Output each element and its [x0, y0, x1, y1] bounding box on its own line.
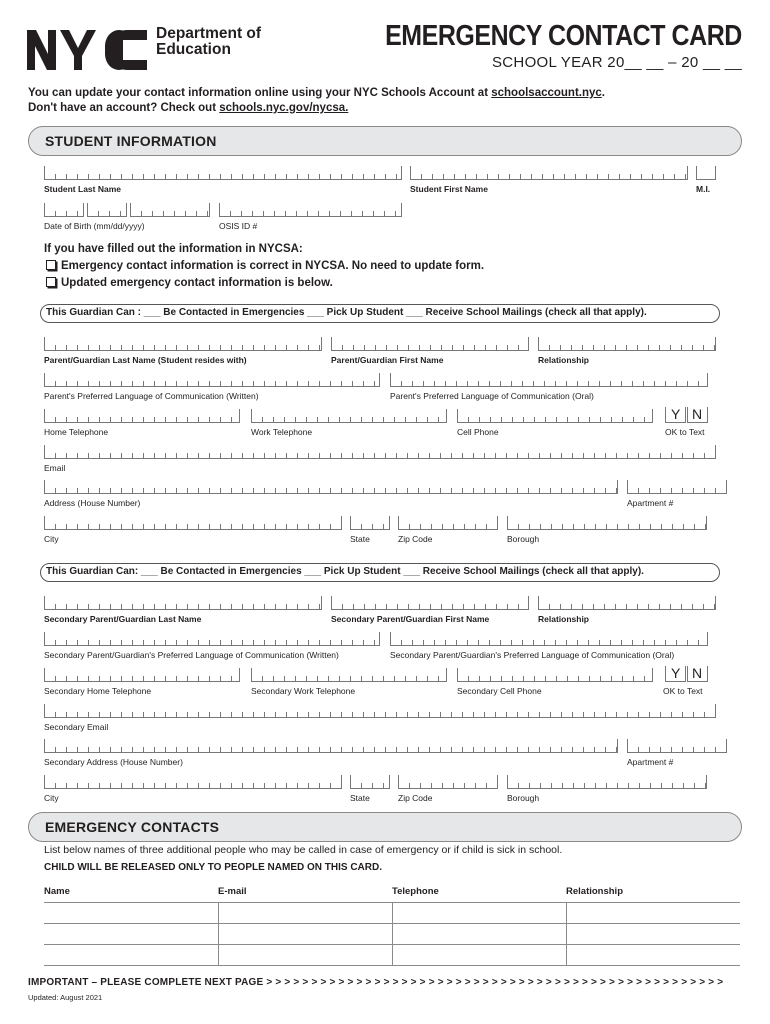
g1-city-field[interactable]	[44, 516, 342, 530]
g2-email-label: Secondary Email	[44, 722, 109, 732]
g1-email-label: Email	[44, 463, 66, 473]
g2-cell-field[interactable]	[457, 668, 653, 682]
emergency-contacts-table	[44, 902, 740, 966]
g2-borough-field[interactable]	[507, 775, 707, 789]
g2-last-name-field[interactable]	[44, 596, 322, 610]
schoolsaccount-link[interactable]: schoolsaccount.nyc	[491, 87, 602, 99]
g1-apt-label: Apartment #	[627, 498, 674, 508]
student-mi-label: M.I.	[696, 184, 711, 194]
g2-address-field[interactable]	[44, 739, 618, 753]
table-row	[44, 945, 740, 966]
dob-year-field[interactable]	[130, 203, 210, 217]
option-correct[interactable]: Emergency contact information is correct in NYCSA. No need to update form.	[46, 258, 484, 274]
g2-zip-label: Zip Code	[398, 793, 433, 803]
col-name: Name	[44, 886, 70, 897]
g1-ok-text-label: OK to Text	[665, 427, 705, 437]
g1-first-name-field[interactable]	[331, 337, 529, 351]
g2-first-name-label: Secondary Parent/Guardian First Name	[331, 614, 490, 624]
updated-date: Updated: August 2021	[28, 993, 103, 1002]
nycsa-link[interactable]: schools.nyc.gov/nycsa.	[219, 102, 349, 114]
g1-state-field[interactable]	[350, 516, 390, 530]
g2-zip-field[interactable]	[398, 775, 498, 789]
g2-first-name-field[interactable]	[331, 596, 529, 610]
osis-field[interactable]	[219, 203, 402, 217]
g1-lang-oral-field[interactable]	[390, 373, 708, 387]
col-email: E-mail	[218, 886, 247, 897]
col-telephone: Telephone	[392, 886, 439, 897]
g2-ok-text-label: OK to Text	[663, 686, 703, 696]
g2-apt-field[interactable]	[627, 739, 727, 753]
g2-home-tel-label: Secondary Home Telephone	[44, 686, 152, 696]
g1-relationship-field[interactable]	[538, 337, 716, 351]
g2-email-field[interactable]	[44, 704, 716, 718]
g2-city-field[interactable]	[44, 775, 342, 789]
g2-lang-oral-label: Secondary Parent/Guardian's Preferred Language of Communication (Oral)	[390, 650, 675, 660]
g1-apt-field[interactable]	[627, 480, 727, 494]
g1-work-tel-label: Work Telephone	[251, 427, 313, 437]
col-relationship: Relationship	[566, 886, 624, 897]
g1-lang-oral-label: Parent's Preferred Language of Communication (Oral)	[390, 391, 594, 401]
g2-state-label: State	[350, 793, 370, 803]
option-updated[interactable]: Updated emergency contact information is below.	[46, 275, 333, 291]
g1-city-label: City	[44, 534, 59, 544]
g1-lang-written-label: Parent's Preferred Language of Communication (Written)	[44, 391, 259, 401]
g1-lang-written-field[interactable]	[44, 373, 380, 387]
g1-last-name-field[interactable]	[44, 337, 322, 351]
g2-address-label: Secondary Address (House Number)	[44, 757, 183, 767]
g1-relationship-label: Relationship	[538, 355, 590, 365]
osis-label: OSIS ID #	[219, 221, 258, 231]
student-mi-field[interactable]	[696, 166, 716, 180]
nycsa-question: If you have filled out the information in NYCSA:	[44, 243, 303, 255]
g2-no-text: N	[692, 665, 703, 681]
g2-lang-oral-field[interactable]	[390, 632, 708, 646]
important-footer: IMPORTANT – PLEASE COMPLETE NEXT PAGE > > > > > > > > > > > > > > > > > > > > > > > > > > > > > > > > > > > > > > > > > > > > > > > > > > >	[28, 977, 724, 988]
g2-apt-label: Apartment #	[627, 757, 674, 767]
school-year: SCHOOL YEAR 20__ __ – 20 __ __	[492, 54, 742, 71]
g2-lang-written-label: Secondary Parent/Guardian's Preferred Language of Communication (Written)	[44, 650, 339, 660]
g1-no-text: N	[692, 406, 703, 422]
student-last-name-label: Student Last Name	[44, 184, 121, 194]
g2-relationship-field[interactable]	[538, 596, 716, 610]
g2-cell-label: Secondary Cell Phone	[457, 686, 542, 696]
g2-work-tel-field[interactable]	[251, 668, 447, 682]
student-first-name-label: Student First Name	[410, 184, 488, 194]
g2-yes-text: Y	[671, 665, 681, 681]
g1-cell-field[interactable]	[457, 409, 653, 423]
g1-home-tel-field[interactable]	[44, 409, 240, 423]
g2-work-tel-label: Secondary Work Telephone	[251, 686, 356, 696]
student-info-header: STUDENT INFORMATION	[28, 126, 742, 156]
dob-day-field[interactable]	[87, 203, 127, 217]
dept-line-1: Department of	[156, 25, 262, 42]
dept-line-2: Education	[156, 41, 231, 58]
g2-borough-label: Borough	[507, 793, 540, 803]
student-last-name-field[interactable]	[44, 166, 402, 180]
emergency-warning: CHILD WILL BE RELEASED ONLY TO PEOPLE NAMED ON THIS CARD.	[44, 862, 382, 873]
g1-borough-field[interactable]	[507, 516, 707, 530]
g1-last-name-label: Parent/Guardian Last Name (Student resides with)	[44, 355, 247, 365]
guardian2-permissions-bar[interactable]: This Guardian Can: ___ Be Contacted in Emergencies ___ Pick Up Student ___ Receive School Mailings (check all that apply).	[40, 563, 720, 582]
form-title: EMERGENCY CONTACT CARD	[385, 20, 742, 52]
checkbox-icon[interactable]	[46, 277, 56, 287]
g2-city-label: City	[44, 793, 59, 803]
g2-state-field[interactable]	[350, 775, 390, 789]
g2-lang-written-field[interactable]	[44, 632, 380, 646]
emergency-instructions: List below names of three additional people who may be called in case of emergency or if child is sick in school.	[44, 844, 563, 856]
table-row	[44, 903, 740, 924]
department-name	[156, 26, 261, 58]
emergency-contacts-header: EMERGENCY CONTACTS	[28, 812, 742, 842]
dob-month-field[interactable]	[44, 203, 84, 217]
g1-zip-label: Zip Code	[398, 534, 433, 544]
g1-borough-label: Borough	[507, 534, 540, 544]
g1-cell-label: Cell Phone	[457, 427, 499, 437]
g2-relationship-label: Relationship	[538, 614, 590, 624]
g1-home-tel-label: Home Telephone	[44, 427, 109, 437]
g1-yes-text: Y	[671, 406, 681, 422]
g2-last-name-label: Secondary Parent/Guardian Last Name	[44, 614, 202, 624]
g1-first-name-label: Parent/Guardian First Name	[331, 355, 444, 365]
intro-text: You can update your contact information online using your NYC Schools Account at schoolsaccount.nyc. Don't have an account? Check out schools.nyc.gov/nycsa.	[28, 87, 605, 114]
g1-work-tel-field[interactable]	[251, 409, 447, 423]
nyc-logo	[27, 26, 153, 72]
dob-label: Date of Birth (mm/dd/yyyy)	[44, 221, 145, 231]
table-row	[44, 924, 740, 945]
g1-address-field[interactable]	[44, 480, 618, 494]
guardian1-permissions-bar[interactable]: This Guardian Can : ___ Be Contacted in Emergencies ___ Pick Up Student ___ Receive School Mailings (check all that apply).	[40, 304, 720, 323]
student-first-name-field[interactable]	[410, 166, 688, 180]
g1-zip-field[interactable]	[398, 516, 498, 530]
checkbox-icon[interactable]	[46, 260, 56, 270]
g1-email-field[interactable]	[44, 445, 716, 459]
g1-state-label: State	[350, 534, 370, 544]
g2-home-tel-field[interactable]	[44, 668, 240, 682]
g1-address-label: Address (House Number)	[44, 498, 141, 508]
